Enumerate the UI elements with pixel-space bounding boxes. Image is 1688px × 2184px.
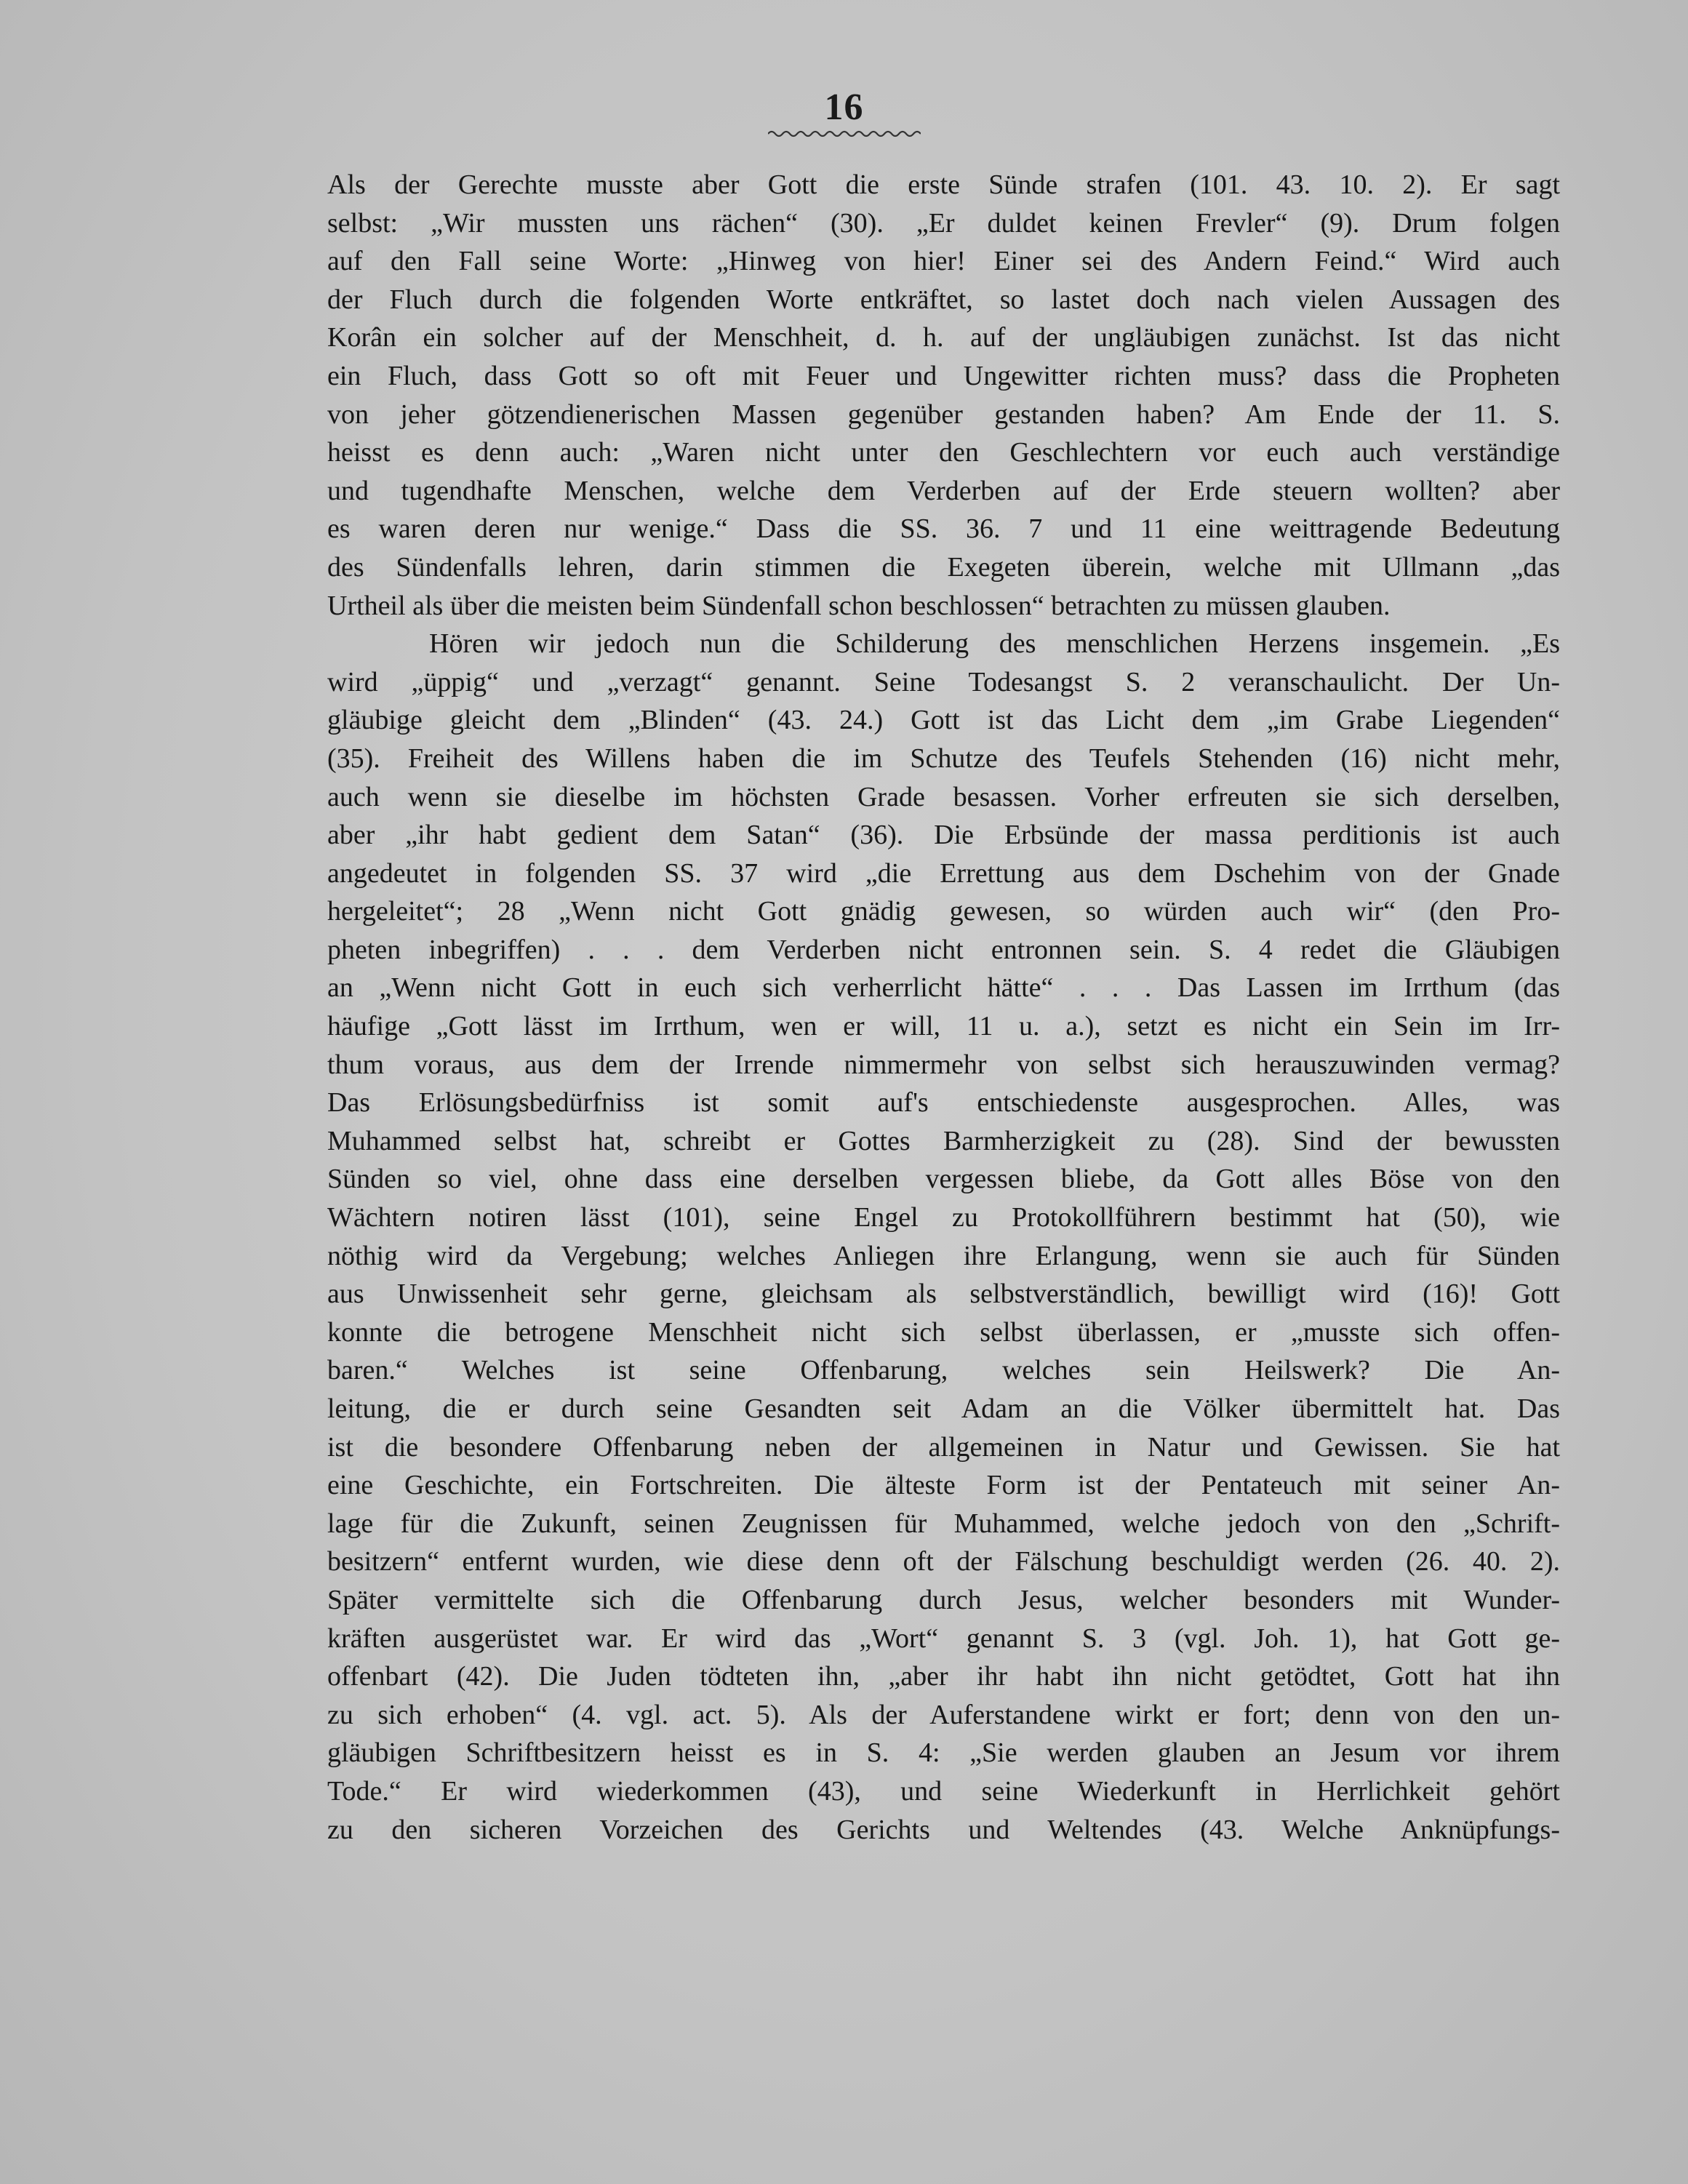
- text-line: Korân ein solcher auf der Menschheit, d. h. auf der ungläubigen zunächst. Ist das nicht: [327, 322, 1560, 353]
- text-line: gläubigen Schriftbesitzern heisst es in S. 4: „Sie werden glauben an Jesum vor ihrem: [327, 1737, 1560, 1769]
- text-line: thum voraus, aus dem der Irrende nimmermehr von selbst sich herauszuwinden vermag?: [327, 1049, 1560, 1080]
- text-line: nöthig wird da Vergebung; welches Anliegen ihre Erlangung, wenn sie auch für Sünden: [327, 1240, 1560, 1271]
- text-line: leitung, die er durch seine Gesandten seit Adam an die Völker übermittelt hat. Das: [327, 1393, 1560, 1424]
- text-line: zu sich erhoben“ (4. vgl. act. 5). Als der Auferstandene wirkt er fort; denn von den un-: [327, 1699, 1560, 1730]
- text-line: besitzern“ entfernt wurden, wie diese denn oft der Fälschung beschuldigt werden (26. 40. 2).: [327, 1546, 1560, 1577]
- text-line: von jeher götzendienerischen Massen gegenüber gestanden haben? Am Ende der 11. S.: [327, 399, 1560, 430]
- text-line: es waren deren nur wenige.“ Dass die SS. 36. 7 und 11 eine weittragende Bedeutung: [327, 513, 1560, 545]
- text-line: Später vermittelte sich die Offenbarung durch Jesus, welcher besonders mit Wunder-: [327, 1584, 1560, 1615]
- text-line: ein Fluch, dass Gott so oft mit Feuer und Ungewitter richten muss? dass die Propheten: [327, 360, 1560, 391]
- text-line: Tode.“ Er wird wiederkommen (43), und seine Wiederkunft in Herrlichkeit gehört: [327, 1775, 1560, 1807]
- text-line: des Sündenfalls lehren, darin stimmen die Exegeten überein, welche mit Ullmann „das: [327, 551, 1560, 583]
- text-line: häufige „Gott lässt im Irrthum, wen er will, 11 u. a.), setzt es nicht ein Sein im Irr-: [327, 1011, 1560, 1042]
- text-line: Muhammed selbst hat, schreibt er Gottes Barmherzigkeit zu (28). Sind der bewussten: [327, 1125, 1560, 1156]
- text-line: wird „üppig“ und „verzagt“ genannt. Seine Todesangst S. 2 veranschaulicht. Der Un-: [327, 666, 1560, 697]
- text-line: gläubige gleicht dem „Blinden“ (43. 24.) Gott ist das Licht dem „im Grabe Liegenden“: [327, 705, 1560, 736]
- text-line: ist die besondere Offenbarung neben der allgemeinen in Natur und Gewissen. Sie hat: [327, 1431, 1560, 1463]
- wavy-rule-ornament: [768, 129, 921, 139]
- text-line: offenbart (42). Die Juden tödteten ihn, „aber ihr habt ihn nicht getödtet, Gott hat ihn: [327, 1661, 1560, 1692]
- text-line: aus Unwissenheit sehr gerne, gleichsam als selbstverständlich, bewilligt wird (16)! Gott: [327, 1279, 1560, 1310]
- text-line: Hören wir jedoch nun die Schilderung des menschlichen Herzens insgemein. „Es: [429, 628, 1560, 660]
- page-header: [0, 86, 1688, 139]
- text-line: aber „ihr habt gedient dem Satan“ (36). Die Erbsünde der massa perditionis ist auch: [327, 820, 1560, 851]
- text-line: auch wenn sie dieselbe im höchsten Grade besassen. Vorher erfreuten sie sich derselben,: [327, 781, 1560, 812]
- text-line: selbst: „Wir mussten uns rächen“ (30). „Er duldet keinen Frevler“ (9). Drum folgen: [327, 207, 1560, 239]
- text-line: auf den Fall seine Worte: „Hinweg von hier! Einer sei des Andern Feind.“ Wird auch: [327, 246, 1560, 277]
- text-line: an „Wenn nicht Gott in euch sich verherrlicht hätte“ . . . Das Lassen im Irrthum (das: [327, 972, 1560, 1004]
- text-line: Wächtern notiren lässt (101), seine Engel zu Protokollführern bestimmt hat (50), wie: [327, 1202, 1560, 1233]
- text-line: und tugendhafte Menschen, welche dem Verderben auf der Erde steuern wollten? aber: [327, 475, 1560, 506]
- text-line: kräften ausgerüstet war. Er wird das „Wort“ genannt S. 3 (vgl. Joh. 1), hat Gott ge-: [327, 1623, 1560, 1654]
- text-line: hergeleitet“; 28 „Wenn nicht Gott gnädig gewesen, so würden auch wir“ (den Pro-: [327, 896, 1560, 927]
- text-line: eine Geschichte, ein Fortschreiten. Die älteste Form ist der Pentateuch mit seiner An-: [327, 1470, 1560, 1501]
- text-line: Sünden so viel, ohne dass eine derselben vergessen bliebe, da Gott alles Böse von den: [327, 1164, 1560, 1195]
- text-line: der Fluch durch die folgenden Worte entkräftet, so lastet doch nach vielen Aussagen des: [327, 284, 1560, 315]
- text-line: (35). Freiheit des Willens haben die im Schutze des Teufels Stehenden (16) nicht mehr,: [327, 743, 1560, 774]
- body-text: [327, 166, 1560, 1849]
- text-line: baren.“ Welches ist seine Offenbarung, welches sein Heilswerk? Die An-: [327, 1355, 1560, 1386]
- text-line: Das Erlösungsbedürfniss ist somit auf's entschiedenste ausgesprochen. Alles, was: [327, 1087, 1560, 1119]
- text-line: pheten inbegriffen) . . . dem Verderben nicht entronnen sein. S. 4 redet die Gläubigen: [327, 934, 1560, 965]
- text-line: heisst es denn auch: „Waren nicht unter den Geschlechtern vor euch auch verständige: [327, 437, 1560, 468]
- text-line: konnte die betrogene Menschheit nicht sich selbst überlassen, er „musste sich offen-: [327, 1316, 1560, 1348]
- text-line: lage für die Zukunft, seinen Zeugnissen für Muhammed, welche jedoch von den „Schrift-: [327, 1508, 1560, 1539]
- text-line: Als der Gerechte musste aber Gott die erste Sünde strafen (101. 43. 10. 2). Er sagt: [327, 169, 1560, 200]
- text-line: Urtheil als über die meisten beim Sündenfall schon beschlossen“ betrachten zu müssen glauben.: [327, 590, 1391, 621]
- text-line: zu den sicheren Vorzeichen des Gerichts und Weltendes (43. Welche Anknüpfungs-: [327, 1814, 1560, 1845]
- text-line: angedeutet in folgenden SS. 37 wird „die Errettung aus dem Dschehim von der Gnade: [327, 857, 1560, 889]
- page-number: 16: [824, 87, 864, 128]
